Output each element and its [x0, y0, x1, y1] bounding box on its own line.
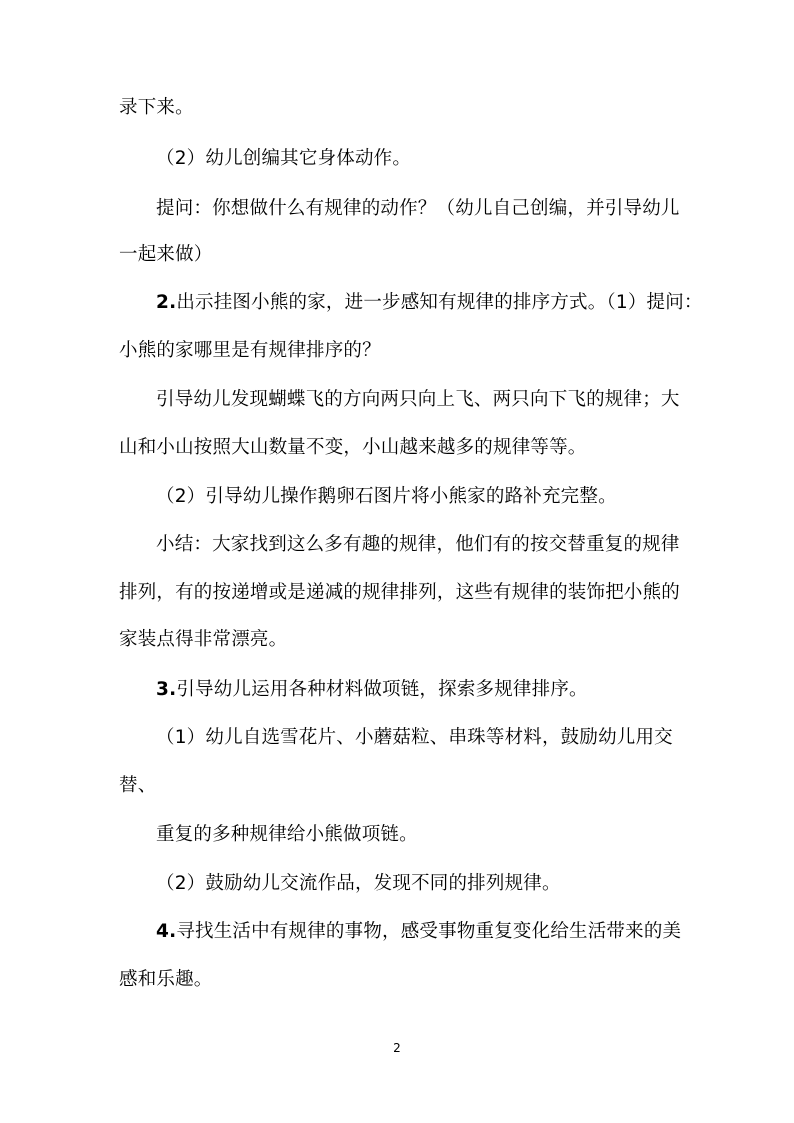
- page-number: 2: [393, 1041, 401, 1055]
- paragraph-line: [156, 147, 411, 171]
- line-text: 替、: [119, 775, 157, 796]
- step-number: 2.: [156, 292, 177, 313]
- paragraph-line: [119, 339, 381, 363]
- line-text: 山和小山按照大山数量不变，小山越来越多的规律等等。: [119, 437, 587, 458]
- paragraph-line: [156, 872, 561, 896]
- paragraph-line: [119, 96, 194, 120]
- paragraph-line: [156, 920, 681, 944]
- paragraph-line: [119, 436, 587, 460]
- line-text: 一起来做）: [119, 244, 213, 265]
- line-text: 感和乐趣。: [119, 969, 213, 990]
- paragraph-line: [156, 678, 588, 702]
- paragraph-line: [156, 291, 703, 315]
- line-text: （2）鼓励幼儿交流作品，发现不同的排列规律。: [156, 873, 561, 894]
- paragraph-line: [156, 823, 418, 847]
- line-text: 排列，有的按递增或是递减的规律排列，这些有规律的装饰把小熊的: [119, 582, 681, 603]
- line-text: 小熊的家哪里是有规律排序的？: [119, 340, 381, 361]
- line-text: 录下来。: [119, 97, 194, 118]
- paragraph-line: [156, 726, 673, 750]
- paragraph-line: [156, 533, 680, 557]
- line-text: 寻找生活中有规律的事物，感受事物重复变化给生活带来的美: [176, 921, 682, 942]
- line-text: 出示挂图小熊的家，进一步感知有规律的排序方式。（1）提问：: [176, 292, 703, 313]
- line-text: 引导幼儿发现蝴蝶飞的方向两只向上飞、两只向下飞的规律；大: [156, 389, 680, 410]
- line-text: （2）引导幼儿操作鹅卵石图片将小熊家的路补充完整。: [156, 486, 617, 507]
- line-text: 小结：大家找到这么多有趣的规律，他们有的按交替重复的规律: [156, 534, 680, 555]
- paragraph-line: [119, 628, 287, 652]
- line-text: 重复的多种规律给小熊做项链。: [156, 824, 418, 845]
- step-number: 4.: [156, 921, 177, 942]
- line-text: （1）幼儿自选雪花片、小蘑菇粒、串珠等材料，鼓励幼儿用交: [156, 727, 673, 748]
- paragraph-line: [156, 388, 680, 412]
- paragraph-line: [119, 581, 680, 605]
- line-text: 提问：你想做什么有规律的动作？（幼儿自己创编，并引导幼儿: [156, 198, 680, 219]
- paragraph-line: [119, 774, 156, 798]
- paragraph-line: [119, 243, 213, 267]
- paragraph-line: [156, 197, 680, 221]
- paragraph-line: [119, 968, 213, 992]
- step-number: 3.: [156, 679, 177, 700]
- line-text: （2）幼儿创编其它身体动作。: [156, 148, 412, 169]
- paragraph-line: [156, 485, 617, 509]
- line-text: 家装点得非常漂亮。: [119, 629, 288, 650]
- line-text: 引导幼儿运用各种材料做项链，探索多规律排序。: [176, 679, 588, 700]
